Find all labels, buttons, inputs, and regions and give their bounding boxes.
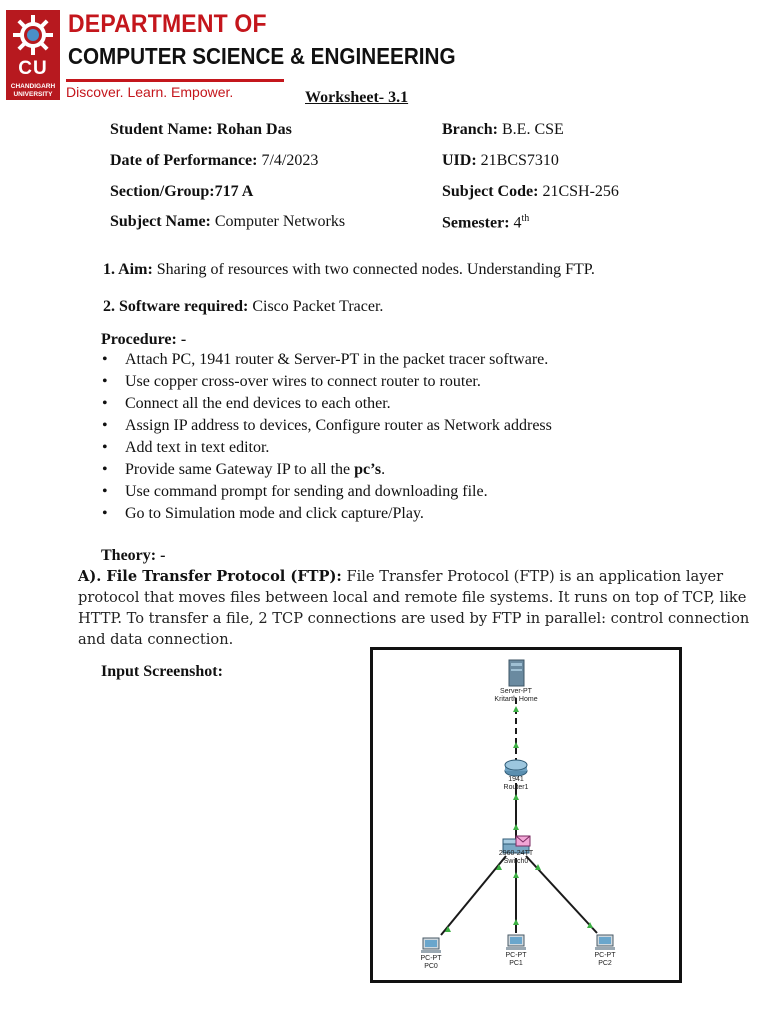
link-port-indicators — [445, 706, 593, 932]
list-item-bold-text: pc’s — [354, 461, 382, 478]
header-divider — [66, 79, 284, 82]
list-item — [100, 438, 552, 460]
subject-code-row — [442, 183, 619, 201]
tagline: Discover. Learn. Empower. — [66, 84, 234, 100]
server-label — [486, 688, 546, 704]
university-logo — [6, 10, 60, 100]
router-name: Router1 — [503, 784, 529, 791]
date-value: 7/4/2023 — [261, 152, 319, 169]
pc2-name: PC2 — [598, 960, 612, 967]
gear-emblem-icon — [12, 14, 54, 56]
pc0-type: PC-PT — [420, 955, 442, 962]
pc1-label — [486, 952, 546, 968]
section-value: 717 A — [214, 183, 254, 200]
procedure-list — [100, 350, 552, 526]
ftp-label: A). File Transfer Protocol (FTP): — [78, 568, 342, 585]
pc0-name: PC0 — [424, 963, 438, 970]
semester-row — [442, 213, 529, 232]
switch-label — [486, 850, 546, 866]
list-item — [100, 504, 552, 526]
switch-name: Switch0 — [503, 858, 529, 865]
semester-suffix: th — [521, 213, 530, 224]
network-topology-screenshot — [370, 647, 682, 983]
switch-pc0-link — [441, 856, 506, 935]
pc2-label — [575, 952, 635, 968]
section-row — [110, 183, 253, 201]
list-item-text: Connect all the end devices to each other. — [125, 395, 391, 412]
student-name-row — [110, 121, 292, 139]
theory-heading: Theory: - — [101, 547, 166, 564]
list-item-text: Use copper cross-over wires to connect router to router. — [125, 373, 481, 390]
branch-label: Branch: — [442, 121, 498, 138]
pc0-label — [401, 955, 461, 971]
pc2-type: PC-PT — [594, 952, 616, 959]
software-label: 2. Software required: — [103, 298, 249, 315]
procedure-heading: Procedure: - — [101, 331, 187, 348]
list-item-tail: . — [381, 461, 386, 478]
subject-name-value: Computer Networks — [214, 213, 346, 230]
student-name-label: Student Name: — [110, 121, 213, 138]
router-type: 1941 — [508, 776, 524, 783]
list-item-text: Use command prompt for sending and downloading file. — [125, 483, 488, 500]
subject-code-label: Subject Code: — [442, 183, 539, 200]
logo-cu-text: CU — [18, 58, 48, 79]
uid-label: UID: — [442, 152, 477, 169]
aim-label: 1. Aim: — [103, 261, 153, 278]
subject-name-label: Subject Name: — [110, 213, 211, 230]
list-item — [100, 350, 552, 372]
list-item-text: Go to Simulation mode and click capture/Play. — [125, 505, 424, 522]
switch-type: 2960-24TT — [498, 850, 534, 857]
software-row — [103, 298, 383, 316]
pc0-icon[interactable] — [421, 938, 441, 953]
semester-label: Semester: — [442, 214, 510, 232]
date-row — [110, 152, 318, 170]
uid-row — [442, 152, 559, 170]
server-icon[interactable] — [509, 660, 524, 686]
logo-university-text: CHANDIGARH UNIVERSITY — [10, 83, 56, 98]
student-name-value: Rohan Das — [216, 121, 292, 138]
pc2-icon[interactable] — [595, 935, 615, 950]
pc1-icon[interactable] — [506, 935, 526, 950]
date-label: Date of Performance: — [110, 152, 258, 169]
server-type: Server-PT — [500, 688, 532, 695]
subject-name-row — [110, 213, 345, 231]
list-item-text: Provide same Gateway IP to all the — [125, 461, 355, 478]
router-icon[interactable] — [505, 760, 527, 776]
uid-value: 21BCS7310 — [480, 152, 559, 169]
section-label: Section/Group: — [110, 183, 215, 200]
aim-text: Sharing of resources with two connected nodes. Understanding FTP. — [156, 261, 595, 278]
list-item — [100, 416, 552, 438]
worksheet-title: Worksheet- 3.1 — [305, 89, 409, 106]
list-item — [100, 482, 552, 504]
semester-value: 4 — [513, 214, 522, 232]
input-screenshot-heading: Input Screenshot: — [101, 663, 223, 680]
list-item-text: Assign IP address to devices, Configure router as Network address — [125, 417, 552, 434]
ftp-paragraph — [78, 566, 758, 650]
router-label — [486, 776, 546, 792]
branch-value: B.E. CSE — [502, 121, 564, 138]
aim-row — [103, 261, 595, 279]
list-item — [100, 372, 552, 394]
department-subtitle: COMPUTER SCIENCE & ENGINEERING — [68, 43, 456, 69]
ftp-text: File Transfer Protocol (FTP) is an application layer protocol that moves files between local and remote file systems. It runs on top of TCP, like HTTP. To transfer a file, 2 TCP connections are used by FTP in parallel: control connection and data connection. — [78, 568, 750, 648]
pc1-name: PC1 — [509, 960, 523, 967]
pc1-type: PC-PT — [505, 952, 527, 959]
branch-row — [442, 121, 564, 139]
software-text: Cisco Packet Tracer. — [252, 298, 384, 315]
list-item-text: Add text in text editor. — [125, 439, 270, 456]
list-item — [100, 460, 552, 482]
list-item — [100, 394, 552, 416]
department-title: DEPARTMENT OF — [68, 10, 267, 38]
server-name: Kritarth Home — [494, 696, 538, 703]
list-item-text: Attach PC, 1941 router & Server-PT in the packet tracer software. — [125, 351, 549, 368]
subject-code-value: 21CSH-256 — [542, 183, 619, 200]
